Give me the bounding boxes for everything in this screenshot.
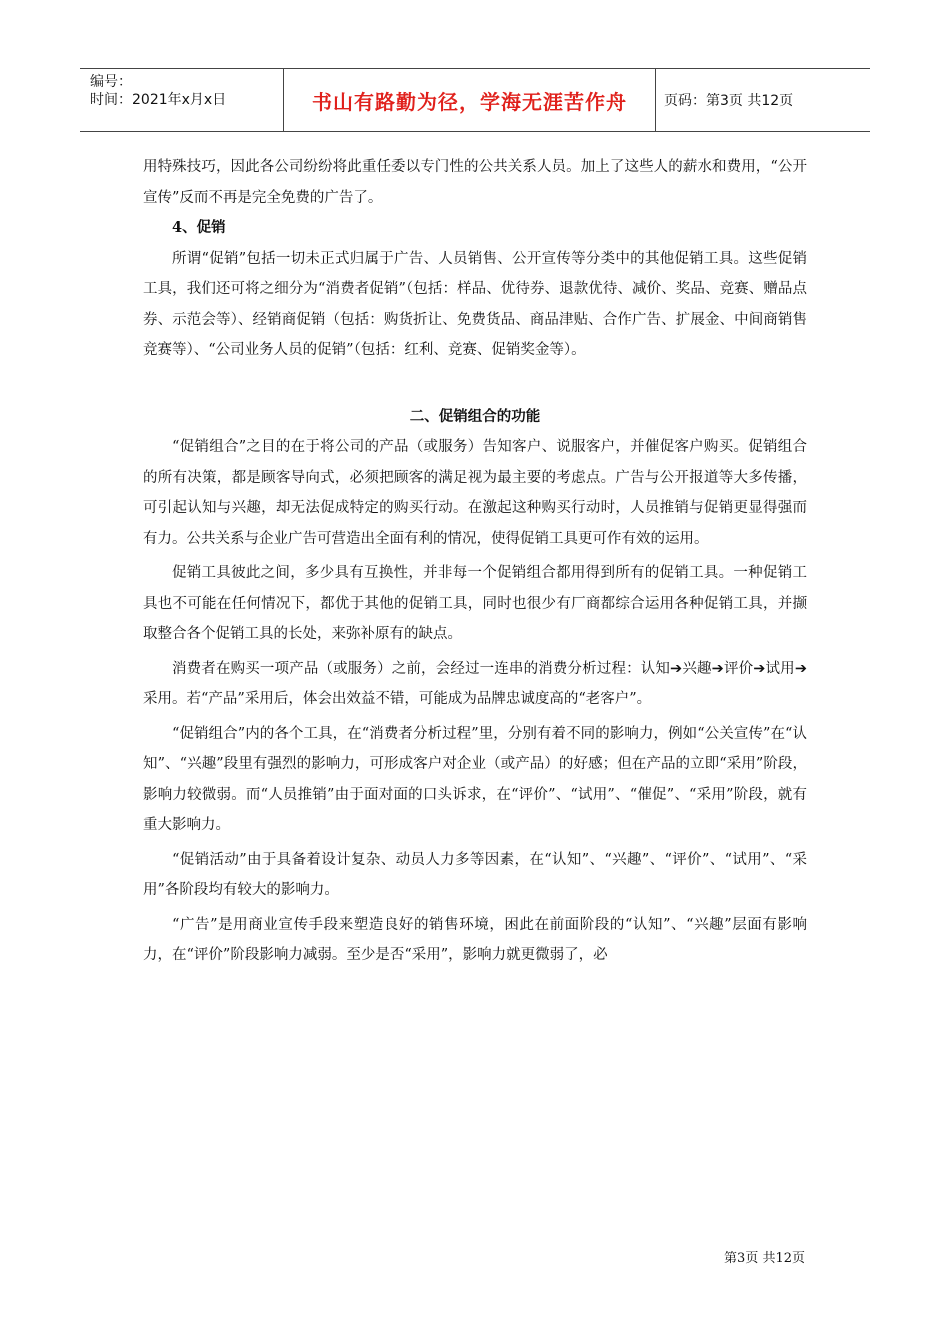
page-footer: 第3页 共12页 xyxy=(724,1251,805,1266)
paragraph: 所谓“促销”包括一切未正式归属于广告、人员销售、公开宣传等分类中的其他促销工具。这些促销工具，我们还可将之细分为“消费者促销”（包括：样品、优待券、退款优待、减价、奖品、竞赛、赠品点券、示范会等）、经销商促销（包括：购货折让、免费货品、商品津贴、合作广告、扩展金、中间商销售竞赛等）、“公司业务人员的促销”（包括：红利、竞赛、促销奖金等）。 xyxy=(143,250,807,358)
header-page-info: 页码：第3页 共12页 xyxy=(664,93,794,109)
header-meta-cell xyxy=(80,69,284,131)
paragraph: 促销工具彼此之间，多少具有互换性，并非每一个促销组合都用得到所有的促销工具。一种促销工具也不可能在任何情况下，都优于其他的促销工具，同时也很少有厂商都综合运用各种促销工具，并撷取整合各个促销工具的长处，来弥补原有的缺点。 xyxy=(143,565,807,642)
paragraph: “促销活动”由于具备着设计复杂、动员人力多等因素，在“认知”、“兴趣”、“评价”、“试用”、“采用”各阶段均有较大的影响力。 xyxy=(143,851,807,898)
page-header xyxy=(80,68,870,132)
document-time-label: 时间：2021年x月x日 xyxy=(90,92,227,108)
paragraph: “促销组合”内的各个工具，在“消费者分析过程”里，分别有着不同的影响力，例如“公关宣传”在“认知”、“兴趣”段里有强烈的影响力，可形成客户对企业（或产品）的好感；但在产品的立即“采用”阶段，影响力较微弱。而“人员推销”由于面对面的口头诉求，在“评价”、“试用”、“催促”、“采用”阶段，就有重大影响力。 xyxy=(143,725,807,833)
section-heading: 二、促销组合的功能 xyxy=(409,407,541,425)
header-motto: 书山有路勤为径，学海无涯苦作舟 xyxy=(312,89,627,114)
header-motto-cell xyxy=(284,69,656,131)
document-body xyxy=(143,152,807,971)
paragraph: “促销组合”之目的在于将公司的产品（或服务）告知客户、说服客户，并催促客户购买。促销组合的所有决策，都是顾客导向式，必须把顾客的满足视为最主要的考虑点。广告与公开报道等大多传播，可引起认知与兴趣，却无法促成特定的购买行动。在激起这种购买行动时，人员推销与促销更显得强而有力。公共关系与企业广告可营造出全面有利的情况，使得促销工具更可作有效的运用。 xyxy=(143,439,807,547)
paragraph: 用特殊技巧，因此各公司纷纷将此重任委以专门性的公共关系人员。加上了这些人的薪水和费用，“公开宣传”反而不再是完全免费的广告了。 xyxy=(143,159,807,206)
paragraph: 消费者在购买一项产品（或服务）之前，会经过一连串的消费分析过程：认知➔兴趣➔评价➔试用➔采用。若“产品”采用后，体会出效益不错，可能成为品牌忠诚度高的“老客户”。 xyxy=(143,660,807,707)
paragraph: “广告”是用商业宣传手段来塑造良好的销售环境，困此在前面阶段的“认知”、“兴趣”层面有影响力，在“评价”阶段影响力减弱。至少是否“采用”，影响力就更微弱了，必 xyxy=(143,916,807,963)
document-number-label: 编号： xyxy=(90,74,132,90)
subsection-heading: 4、促销 xyxy=(172,219,226,236)
header-page-cell xyxy=(656,69,870,131)
